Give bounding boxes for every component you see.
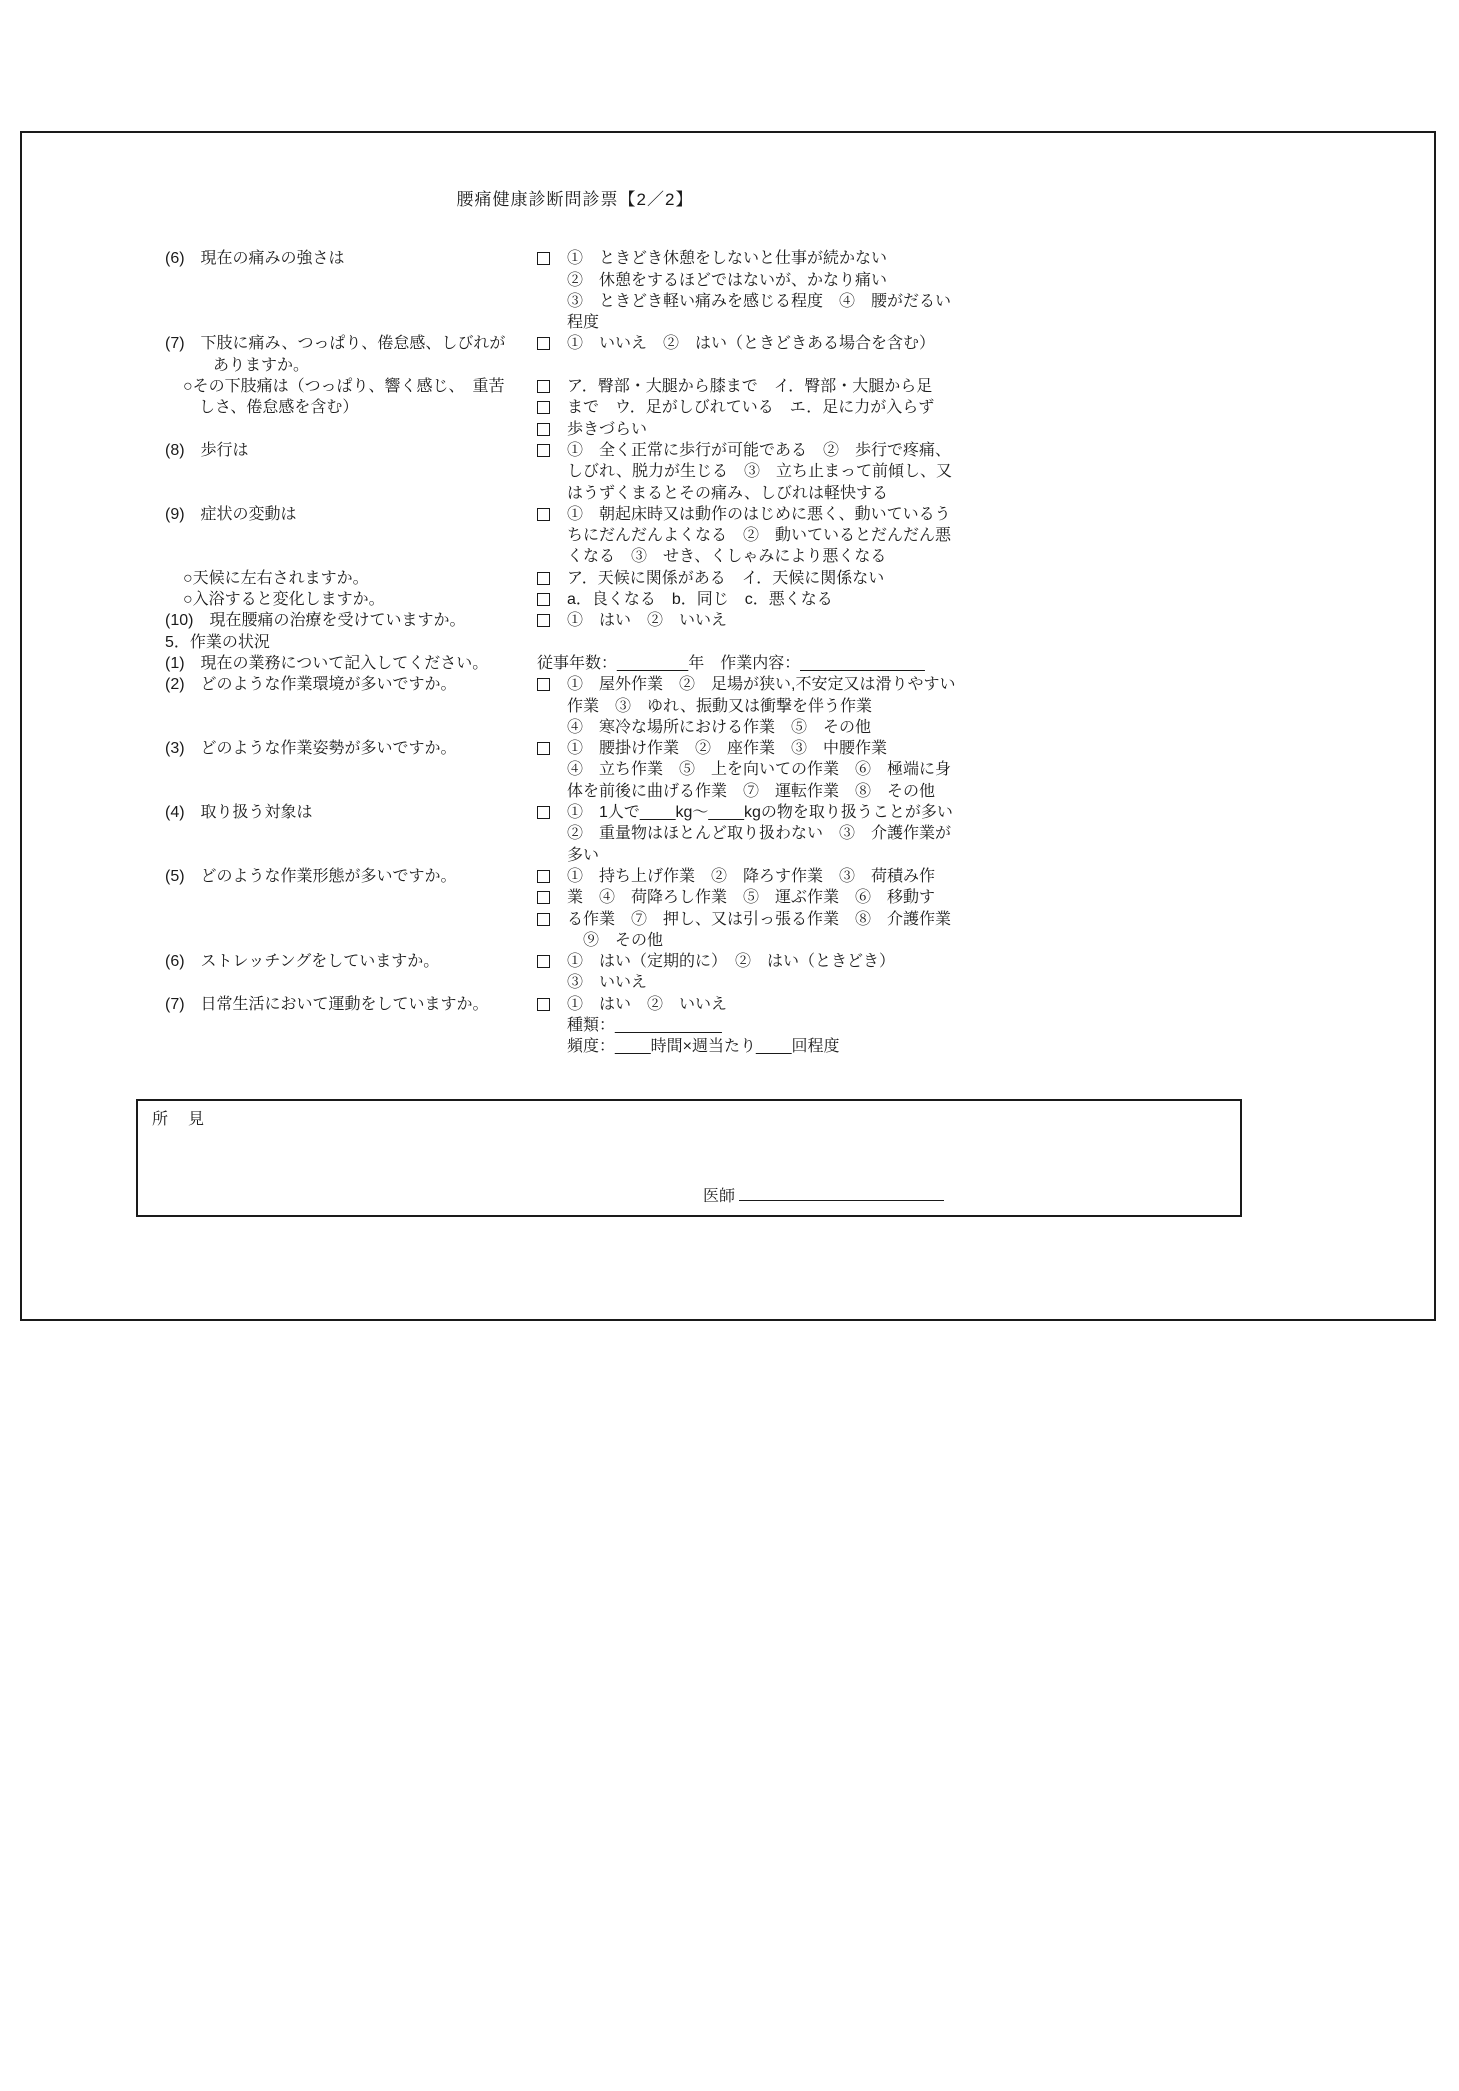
answer-line [537,440,957,504]
answer-line [537,504,957,568]
checkbox[interactable] [537,742,550,755]
answer-line [537,419,957,440]
form-content [165,133,985,1058]
answer-options [537,738,957,802]
question-label: (6) 現在の痛みの強さは [165,250,345,268]
form-row [165,866,985,951]
answer-line [537,568,957,589]
answer-options [537,440,957,504]
answer-text: ① いいえ ② はい（ときどきある場合を含む） [567,335,936,353]
form-row [165,440,985,504]
answer-line [537,376,957,397]
answer-line [537,930,957,951]
answer-line [537,333,957,354]
answer-line [537,589,957,610]
section-heading: 5．作業の状況 [165,633,270,651]
answer-line [537,887,957,908]
answer-text: a．良くなる b．同じ c．悪くなる [567,591,833,609]
answer-line [537,610,957,631]
doctor-signature-line[interactable] [739,1188,944,1201]
answer-line [537,674,957,717]
question-label: ○その下肢痛は（つっぱり、響く感じ、 重苦しさ、倦怠感を含む） [183,378,505,417]
answer-text: ③ ときどき軽い痛みを感じる程度 ④ 腰がだるい程度 [567,292,952,332]
checkbox[interactable] [537,508,550,521]
answer-options [537,333,957,354]
checkbox[interactable] [537,572,550,585]
answer-text: ① はい ② いいえ [567,995,728,1013]
answer-text: ④ 立ち作業 ⑤ 上を向いての作業 ⑥ 極端に身体を前後に曲げる作業 ⑦ 運転作業 ⑧ その他 [567,761,952,800]
answer-text: ① 全く正常に歩行が可能である ② 歩行で疼痛、しびれ、脱力が生じる ③ 立ち止まって前傾し、又はうずくまるとその痛み、しびれは軽快する [567,441,952,502]
answer-text: ① はい（定期的に） ② はい（ときどき） [567,953,896,971]
answer-line [537,802,969,866]
checkbox[interactable] [537,401,550,414]
checkbox[interactable] [537,444,550,457]
form-title: 腰痛健康診断問診票【2／2】 [456,190,694,209]
checkbox[interactable] [537,870,550,883]
question-label: (6) ストレッチングをしていますか。 [165,953,440,971]
question-label: (2) どのような作業環境が多いですか。 [165,676,457,694]
answer-text: ④ 寒冷な場所における作業 ⑤ その他 [567,718,872,736]
checkbox[interactable] [537,891,550,904]
answer-text: ① 持ち上げ作業 ② 降ろす作業 ③ 荷積み作 [567,867,936,885]
answer-text: ③ いいえ [567,974,648,992]
doctor-label: 医師 [703,1187,736,1205]
checkbox[interactable] [537,252,550,265]
answer-text: ① 朝起床時又は動作のはじめに悪く、動いているうちにだんだんよくなる ② 動いているとだんだん悪くなる ③ せき、くしゃみにより悪くなる [567,505,952,566]
answer-text: ① 腰掛け作業 ② 座作業 ③ 中腰作業 [567,740,888,758]
answer-line [537,270,957,291]
answer-line [537,1015,957,1036]
answer-options [537,504,957,568]
answer-line [537,738,957,759]
answer-text: 種類：____________ [567,1016,722,1034]
checkbox[interactable] [537,955,550,968]
form-row [165,504,985,568]
question-label: (3) どのような作業姿勢が多いですか。 [165,740,457,758]
form-row [165,738,985,802]
checkbox[interactable] [537,913,550,926]
question-label: (4) 取り扱う対象は [165,804,313,822]
remarks-box [136,1099,1242,1217]
answer-line [537,653,957,674]
answer-line [537,972,957,993]
answer-text: 頻度：____時間×週当たり____回程度 [567,1038,840,1056]
checkbox[interactable] [537,678,550,691]
checkbox[interactable] [537,593,550,606]
answer-line [537,248,957,269]
answer-line [537,397,957,418]
question-label: (7) 下肢に痛み、つっぱり、倦怠感、しびれがありますか。 [165,335,506,374]
answer-text: ② 休憩をするほどではないが、かなり痛い [567,271,888,289]
checkbox[interactable] [537,380,550,393]
form-row [165,248,985,333]
question-label: (5) どのような作業形態が多いですか。 [165,867,457,885]
answer-options [537,653,957,674]
answer-line [537,909,957,930]
question-label: (1) 現在の業務について記入してください。 [165,654,489,672]
answer-options [537,568,957,589]
answer-line [537,866,957,887]
checkbox[interactable] [537,806,550,819]
answer-text: 歩きづらい [567,420,648,438]
answer-text: 従事年数：________年 作業内容：______________ [537,654,925,672]
answer-text: ア．臀部・大腿から膝まで イ．臀部・大腿から足 [567,378,933,396]
form-row [165,951,985,994]
form-row [165,568,985,589]
page-border [20,131,1436,1321]
form-row [165,674,985,738]
answer-text: ア．天候に関係がある イ．天候に関係ない [567,569,885,587]
answer-options [537,610,957,631]
answer-options [537,674,957,738]
answer-text: まで ウ．足がしびれている エ．足に力が入らず [567,399,935,417]
question-label: (10) 現在腰痛の治療を受けていますか。 [165,612,466,630]
question-label: (9) 症状の変動は [165,505,297,523]
answer-text: ① ときどき休憩をしないと仕事が続かない [567,250,888,268]
question-rows [165,248,985,1057]
question-label: (7) 日常生活において運動をしていますか。 [165,995,489,1013]
answer-text: 業 ④ 荷降ろし作業 ⑤ 運ぶ作業 ⑥ 移動す [567,889,936,907]
answer-line [537,291,957,334]
answer-line [537,951,957,972]
answer-options [537,802,969,866]
form-row [165,994,985,1058]
remarks-label: 所 見 [152,1111,207,1128]
checkbox[interactable] [537,423,550,436]
form-row [165,589,985,610]
form-row [165,376,985,440]
question-label: ○天候に左右されますか。 [183,569,369,587]
form-row [165,653,985,674]
answer-options [537,248,957,333]
question-label: (8) 歩行は [165,441,249,459]
checkbox[interactable] [537,998,550,1011]
checkbox[interactable] [537,614,550,627]
answer-options [537,994,957,1058]
form-row [165,333,985,376]
answer-text: ① はい ② いいえ [567,612,728,630]
answer-options [537,866,957,951]
answer-text: ① 屋外作業 ② 足場が狭い,不安定又は滑りやすい作業 ③ ゆれ、振動又は衝撃を伴う作業 [567,676,956,715]
answer-options [537,951,957,994]
answer-options [537,589,957,610]
doctor-signature-area [703,1186,944,1207]
question-label: ○入浴すると変化しますか。 [183,591,385,609]
form-row [165,802,985,866]
form-row [165,632,985,653]
answer-line [537,1036,957,1057]
answer-text: る作業 ⑦ 押し、又は引っ張る作業 ⑧ 介護作業 [567,910,952,928]
answer-text: ⑨ その他 [567,931,664,949]
answer-options [537,376,957,440]
answer-line [537,717,957,738]
answer-line [537,994,957,1015]
checkbox[interactable] [537,337,550,350]
answer-line [537,759,957,802]
form-row [165,610,985,631]
answer-text: ① 1人で____kg～____kgの物を取り扱うことが多い ② 重量物はほとんど取り扱わない ③ 介護作業が多い [567,804,969,864]
